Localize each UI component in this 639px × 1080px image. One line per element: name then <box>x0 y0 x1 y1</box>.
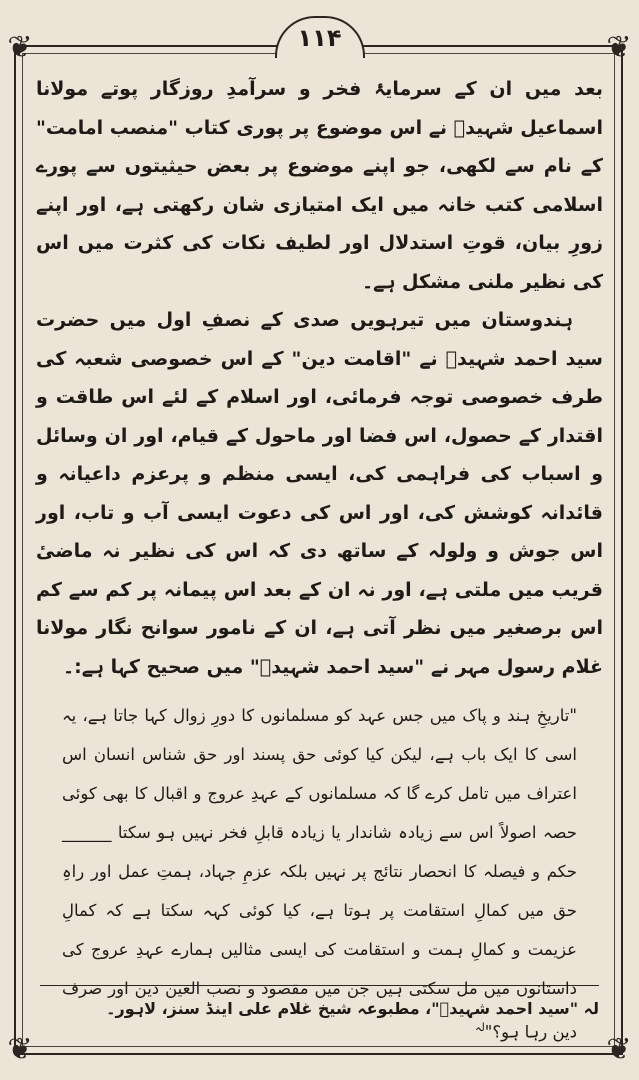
footnote: لہ "سید احمد شہیدؒ"، مطبوعہ شیخ غلام علی اینڈ سنز، لاہور۔ <box>106 999 599 1018</box>
corner-ornament-icon: ❦ <box>7 1032 33 1067</box>
page-number: ۱۱۴ <box>297 24 342 52</box>
page-number-arch <box>275 16 365 58</box>
block-quote-text: "تاریخِ ہند و پاک میں جس عہد کو مسلمانوں کا دورِ زوال کہا جاتا ہے، یہ اسی کا ایک باب ہے، لیکن کیا کوئی حق پسند اور حق شناس انسان اس اعتراف میں تامل کرے گا کہ مسلمانوں کے عہدِ عروج و اقبال کا بھی کوئی حصہ اصولاً اس سے زیادہ شاندار یا زیادہ قابلِ فخر نہیں ہو سکتا ______ حکم و فیصلہ کا انحصار نتائج پر نہیں بلکہ عزمِ جہاد، ہمتِ عمل اور راہِ حق میں کمالِ استقامت پر ہوتا ہے، کیا کوئی کہہ سکتا ہے کہ کمالِ عزیمت و کمالِ ہمت و استقامت کی ایسی مثالیں ہمارے عہدِ عروج کی داستانوں میں مل سکتی ہیں جن میں مقصود و نصب العین دین اور صرف دین رہا ہو؟"$^{لہ}$ <box>62 706 577 1042</box>
paragraph-1-text: بعد میں ان کے سرمایۂ فخر و سرآمدِ روزگار پوتے مولانا اسماعیل شہیدؒ نے اس موضوع پر پوری کتاب "منصب امامت" کے نام سے لکھی، جو اپنے موضوع پر بعض حیثیتوں سے پورے اسلامی کتب خانہ میں ایک امتیازی شان رکھتی ہے، اور اپنے زورِ بیان، قوتِ استدلال اور لطیف نکات کی کثرت میں اس کی نظیر ملنی مشکل ہے۔ <box>36 78 603 293</box>
paragraph-2-text: ہندوستان میں تیرہویں صدی کے نصفِ اول میں حضرت سید احمد شہیدؒ نے "اقامت دین" کے اس خصوصی شعبہ کی طرف خصوصی توجہ فرمائی، اور اسلام کے لئے اس طاقت و اقتدار کے حصول، اس فضا اور ماحول کے قیام، اور ان وسائل و اسباب کی فراہمی کی، ایسی منظم و پرعزم داعیانہ و قائدانہ کوشش کی، اور اس کی دعوت ایسی آب و تاب، اور اس جوش و ولولہ کے ساتھ دی کہ اس کی نظیر نہ ماضیٔ قریب میں ملتی ہے، اور نہ ان کے بعد اس پیمانہ پر کم سے کم اس برصغیر میں نظر آتی ہے، ان کے نامور سوانح نگار مولانا غلام رسول مہر نے "سید احمد شہیدؒ" میں صحیح کہا ہے:۔ <box>36 309 603 678</box>
paragraph-1 <box>36 70 603 301</box>
footnote-divider <box>40 985 599 986</box>
corner-ornament-icon: ❦ <box>7 30 33 65</box>
page-content <box>36 70 603 1052</box>
corner-ornament-icon: ❦ <box>606 30 632 65</box>
paragraph-2 <box>36 301 603 686</box>
corner-ornament-icon: ❦ <box>606 1032 632 1067</box>
footnote-marker: لہ <box>475 1021 485 1034</box>
